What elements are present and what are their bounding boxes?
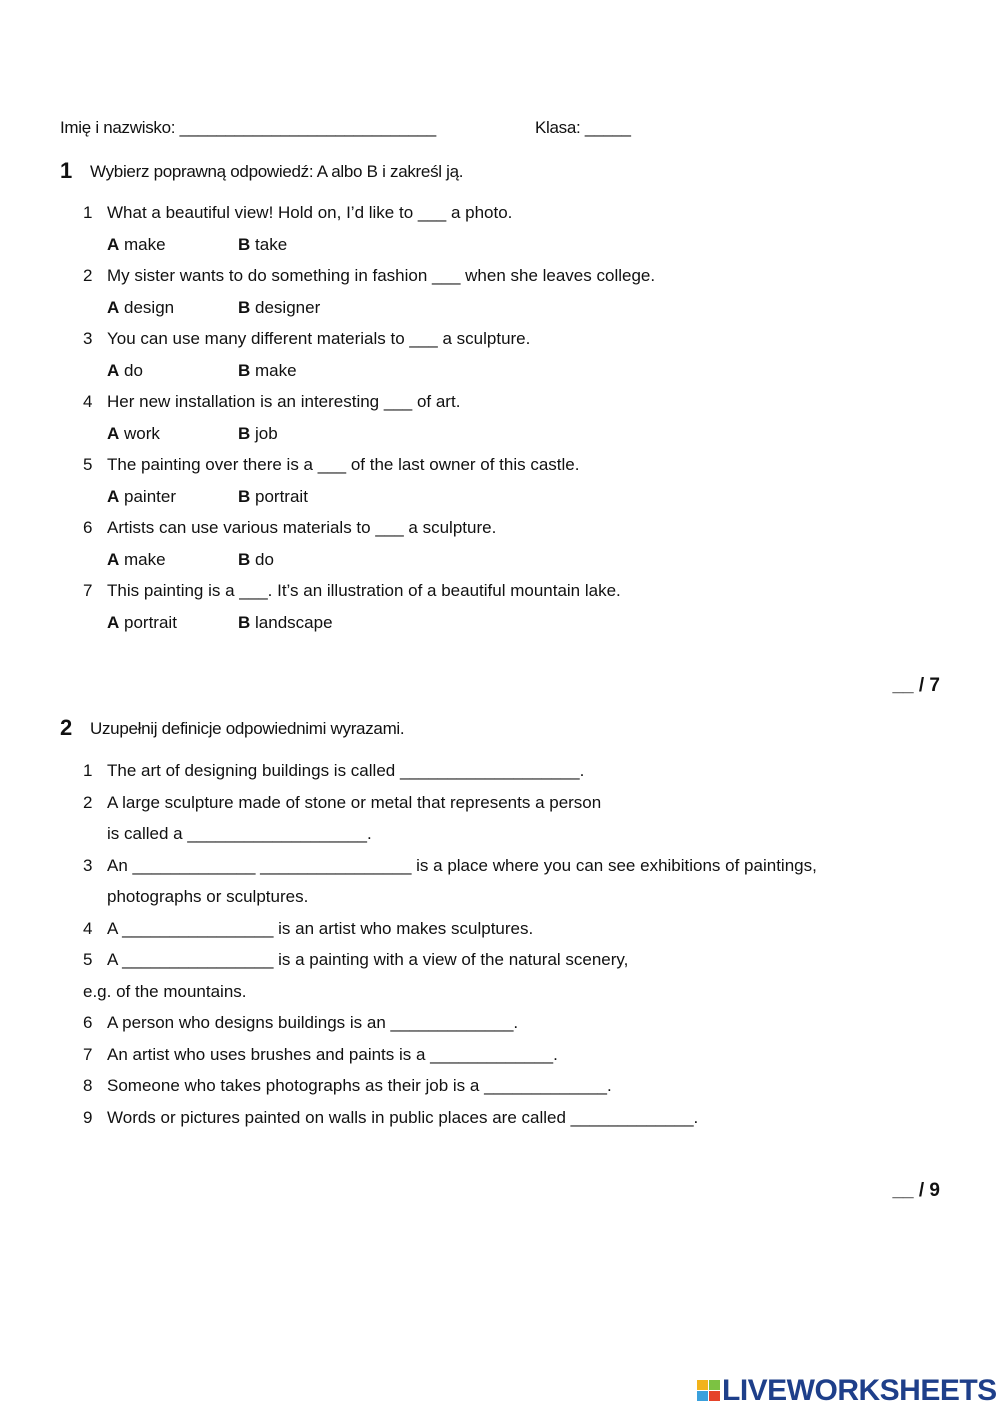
definition-text: Someone who takes photographs as their job is a _____________. [107,1076,612,1095]
option-a[interactable] [107,487,176,507]
option-b-letter: B [238,298,251,317]
option-b[interactable] [238,361,297,381]
section-1-title: Wybierz poprawną odpowiedź: A albo B i zakreśl ją. [90,162,464,181]
definition-text: A person who designs buildings is an _____________. [107,1013,519,1032]
option-b-letter: B [238,361,251,380]
question-4 [83,392,460,412]
option-b[interactable] [238,424,278,444]
liveworksheets-logo-text: LIVEWORKSHEETS [722,1374,997,1407]
option-a-letter: A [107,613,120,632]
definition-line [83,761,584,781]
question-number: 6 [83,518,93,537]
option-b-text: job [255,424,278,443]
option-a-text: painter [124,487,176,506]
option-b-text: designer [255,298,321,317]
option-b-letter: B [238,550,251,569]
option-a-text: design [124,298,175,317]
name-label: Imię i nazwisko: ____________________________ [60,118,436,137]
section-1-score: __ / 7 [892,675,940,696]
option-a[interactable] [107,550,166,570]
definition-text: A large sculpture made of stone or metal that represents a person [107,792,602,812]
option-b-letter: B [238,235,251,254]
question-text: My sister wants to do something in fashion ___ when she leaves college. [107,266,656,285]
logo-square-2 [709,1380,720,1390]
question-number: 7 [83,581,93,600]
definition-number: 1 [83,761,93,780]
option-b-text: portrait [255,487,308,506]
option-a-text: make [124,550,166,569]
option-a-letter: A [107,550,120,569]
class-label: Klasa: _____ [535,118,631,137]
option-b[interactable] [238,235,287,255]
definition-line [83,982,247,1002]
option-b-text: make [255,361,297,380]
definition-line [83,1013,518,1033]
section-2-score: __ / 9 [892,1180,940,1201]
option-b[interactable] [238,613,333,633]
question-number: 2 [83,266,93,285]
option-b[interactable] [238,550,274,570]
option-a-text: portrait [124,613,177,632]
question-text: The painting over there is a ___ of the last owner of this castle. [107,455,580,474]
definition-text: A ________________ is an artist who makes sculptures. [107,918,534,938]
question-number: 1 [83,203,93,222]
option-a-letter: A [107,361,120,380]
question-text: What a beautiful view! Hold on, I’d like to ___ a photo. [107,203,513,222]
definition-text: The art of designing buildings is called ___________________. [107,761,585,780]
definition-line [83,856,817,876]
section-1-number: 1 [60,158,73,183]
option-a-letter: A [107,424,120,443]
option-a[interactable] [107,424,160,444]
question-text: Her new installation is an interesting ___ of art. [107,392,461,411]
definition-text: Words or pictures painted on walls in public places are called _____________. [107,1107,699,1127]
definition-number: 2 [83,792,93,812]
option-b-text: take [255,235,288,254]
definition-number: 7 [83,1044,93,1064]
question-6 [83,518,496,538]
option-b[interactable] [238,487,308,507]
option-a-text: work [124,424,160,443]
question-text: This painting is a ___. It’s an illustration of a beautiful mountain lake. [107,581,621,600]
definition-number: 3 [83,855,93,875]
logo-square-1 [697,1380,708,1390]
definition-number: 4 [83,918,93,938]
definition-number: 5 [83,950,93,969]
definition-text: An _____________ ________________ is a place where you can see exhibitions of paintings, [107,855,817,875]
option-b-letter: B [238,487,251,506]
definition-line [83,1076,612,1096]
liveworksheets-logo-icon [697,1380,721,1402]
definition-number: 8 [83,1076,93,1095]
option-a[interactable] [107,361,143,381]
option-b-letter: B [238,424,251,443]
question-number: 3 [83,329,93,348]
option-a-letter: A [107,298,120,317]
definition-line [83,793,601,813]
definition-number: 6 [83,1013,93,1032]
option-b-letter: B [238,613,251,632]
definition-text: A ________________ is a painting with a view of the natural scenery, [107,950,629,969]
option-a[interactable] [107,613,177,633]
option-b[interactable] [238,298,320,318]
option-a-letter: A [107,487,120,506]
question-2 [83,266,655,286]
definition-line [83,1045,558,1065]
logo-square-4 [709,1391,720,1401]
question-number: 5 [83,455,93,474]
definition-line [83,887,308,907]
definition-line [83,1108,698,1128]
option-a[interactable] [107,298,174,318]
section-2-number: 2 [60,715,73,740]
question-number: 4 [83,392,93,411]
option-b-text: do [255,550,274,569]
question-text: Artists can use various materials to ___ a sculpture. [107,518,497,537]
option-a[interactable] [107,235,166,255]
question-3 [83,329,530,349]
definition-line [83,824,372,844]
question-5 [83,455,580,475]
definition-text: An artist who uses brushes and paints is a _____________. [107,1044,558,1064]
definition-text: e.g. of the mountains. [83,981,247,1001]
option-a-text: do [124,361,143,380]
question-1 [83,203,512,223]
option-a-letter: A [107,235,120,254]
definition-text: is called a ___________________. [107,824,372,843]
question-text: You can use many different materials to ___ a sculpture. [107,329,531,348]
logo-square-3 [697,1391,708,1401]
definition-line [83,919,533,939]
definition-number: 9 [83,1107,93,1127]
option-a-text: make [124,235,166,254]
definition-line [83,950,628,970]
section-2-title: Uzupełnij definicje odpowiednimi wyrazami. [90,719,405,738]
option-b-text: landscape [255,613,333,632]
definition-text: photographs or sculptures. [107,887,309,906]
question-7 [83,581,621,601]
